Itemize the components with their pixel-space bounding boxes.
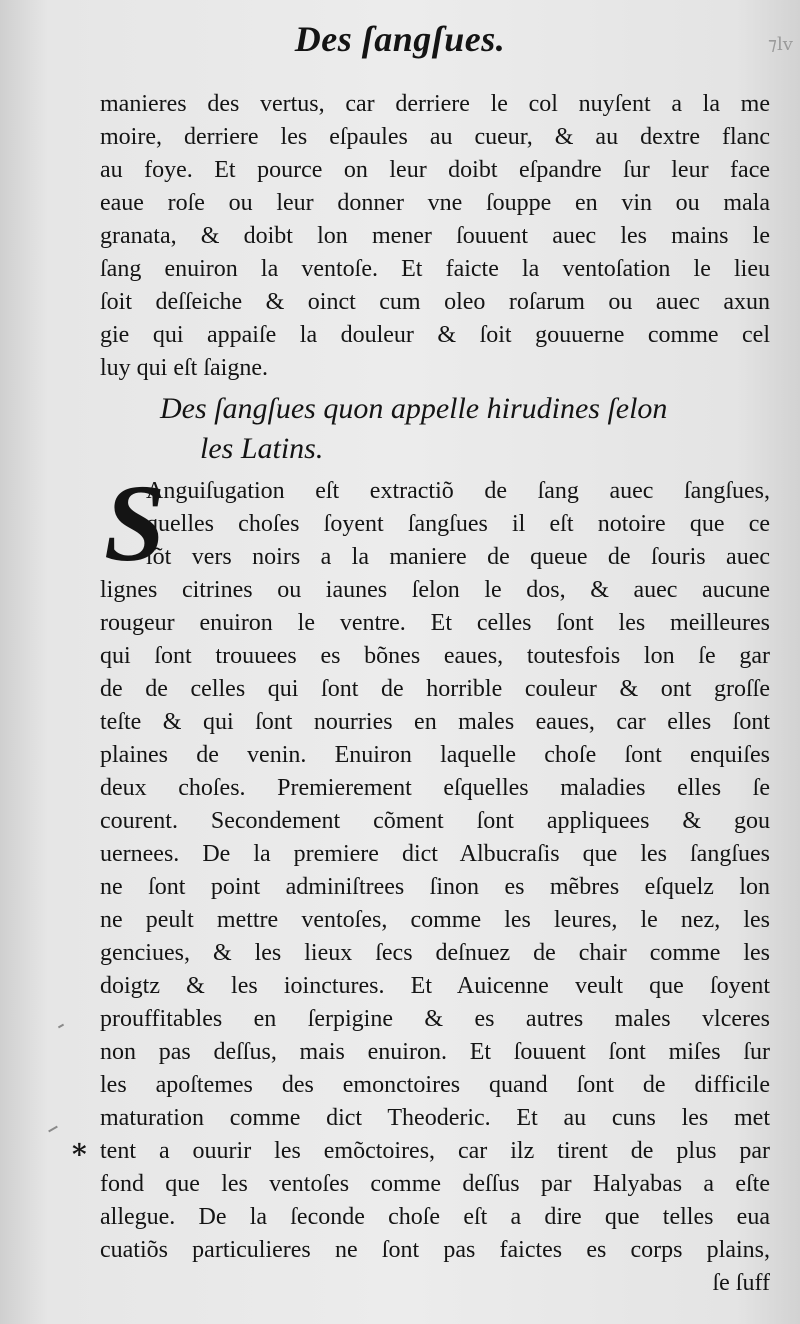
text-line: manieres des vertus, car derriere le col nuyſent a la me (100, 91, 770, 117)
text-line: plaines de venin. Enuiron laquelle choſe ſont enquiſes (100, 742, 770, 768)
text-line: cuatiõs particulieres ne ſont pas faictes es corps plains, (100, 1237, 770, 1263)
text-line: courent. Secondement cõment ſont appliquees & gou (100, 808, 770, 834)
heading-line: les Latins. (200, 432, 324, 465)
section-heading (160, 389, 770, 469)
text-line: de de celles qui ſont de horrible couleur & ont groſſe (100, 676, 770, 702)
text-line: genciues, & les lieux ſecs deſnuez de chair comme les (100, 940, 770, 966)
text-line: tent a ouurir les emõctoires, car ilz tirent de plus par (100, 1138, 770, 1164)
text-line: quelles choſes ſoyent ſangſues il eſt notoire que ce (146, 511, 770, 537)
text-line: Anguiſugation eſt extractiõ de ſang auec ſangſues, (146, 478, 770, 504)
text-line: ſõt vers noirs a la maniere de queue de ſouris auec (146, 544, 770, 570)
text-line: granata, & doibt lon mener ſouuent auec les mains le (100, 223, 770, 249)
text-line: ſoit deſſeiche & oinct cum oleo roſarum ou auec axun (100, 289, 770, 315)
text-line: luy qui eſt ſaigne. (100, 355, 268, 381)
drop-cap: S (104, 462, 166, 584)
text-line: au foye. Et pource on leur doibt eſpandre ſur leur face (100, 157, 770, 183)
heading-line: Des ſangſues quon appelle hirudines ſelon (160, 392, 668, 425)
text-line: eaue roſe ou leur donner vne ſouppe en vin ou mala (100, 190, 770, 216)
paragraph-2 (100, 462, 770, 1300)
text-line: teſte & qui ſont nourries en males eaues, car elles ſont (100, 709, 770, 735)
catchword: ſe ſuff (712, 1270, 770, 1296)
text-line: allegue. De la ſeconde choſe eſt a dire que telles eua (100, 1204, 770, 1230)
text-line: lignes citrines ou iaunes ſelon le dos, & auec aucune (100, 577, 770, 603)
text-line: ſang enuiron la ventoſe. Et faicte la ventoſation le lieu (100, 256, 770, 282)
text-line: ne peult mettre ventoſes, comme les leures, le nez, les (100, 907, 770, 933)
running-head: Des ſangſues. (294, 19, 506, 59)
text-line: maturation comme dict Theoderic. Et au cuns les met (100, 1105, 770, 1131)
margin-mark (58, 1024, 64, 1029)
margin-asterisk: * (72, 1138, 87, 1171)
text-line: gie qui appaiſe la douleur & ſoit gouuerne comme cel (100, 322, 770, 348)
paragraph-1 (100, 88, 770, 385)
text-body (100, 88, 770, 1300)
text-line: fond que les ventoſes comme deſſus par Halyabas a eſte (100, 1171, 770, 1197)
text-line: rougeur enuiron le ventre. Et celles ſont les meilleures (100, 610, 770, 636)
text-line: uernees. De la premiere dict Albucraſis que les ſangſues (100, 841, 770, 867)
text-line: qui ſont trouuees es bõnes eaues, toutesfois lon ſe gar (100, 643, 770, 669)
text-line: prouffitables en ſerpigine & es autres males vlceres (100, 1006, 770, 1032)
text-line: moire, derriere les eſpaules au cueur, & au dextre flanc (100, 124, 770, 150)
margin-mark (48, 1126, 58, 1133)
text-line: deux choſes. Premierement eſquelles maladies elles ſe (100, 775, 770, 801)
text-line: non pas deſſus, mais enuiron. Et ſouuent ſont miſes ſur (100, 1039, 770, 1065)
page-number-fragment: ⁊lv (768, 34, 793, 55)
text-line: doigtz & les ioinctures. Et Auicenne veult que ſoyent (100, 973, 770, 999)
text-line: les apoſtemes des emonctoires quand ſont de difficile (100, 1072, 770, 1098)
text-line: ne ſont point adminiſtrees ſinon es mẽbres eſquelz lon (100, 874, 770, 900)
